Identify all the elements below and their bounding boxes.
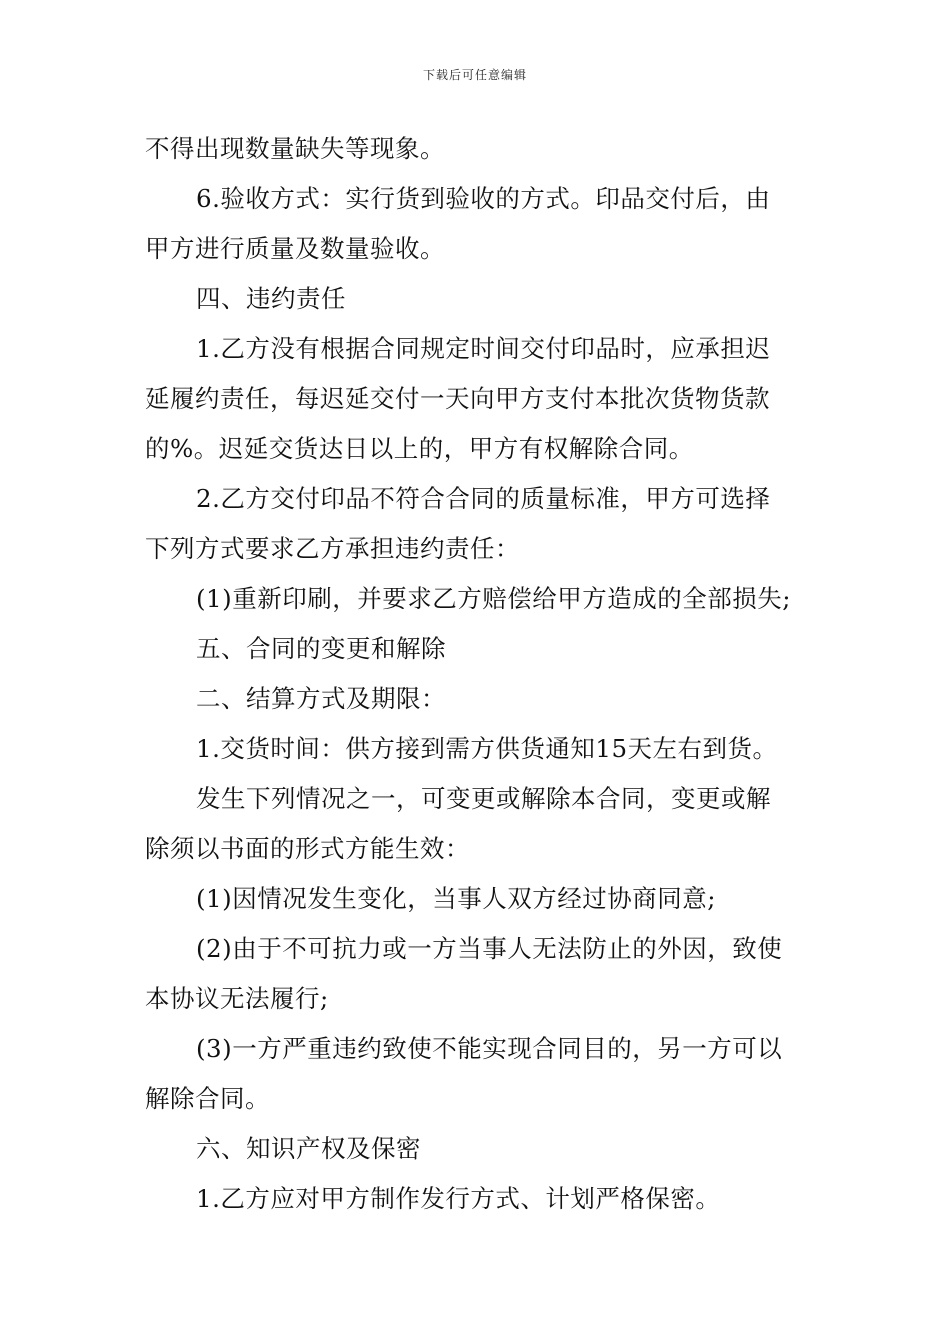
text-line-5: 1.乙方没有根据合同规定时间交付印品时，应承担迟 (196, 334, 771, 363)
text-line-2: 6.验收方式：实行货到验收的方式。印品交付后，由 (196, 184, 771, 213)
text-line-19: (3)一方严重违约致使不能实现合同目的，另一方可以 (196, 1034, 783, 1063)
text-line-15: 除须以书面的形式方能生效： (145, 834, 470, 863)
text-line-18: 本协议无法履行; (145, 984, 329, 1013)
section-heading-ip-confidentiality: 六、知识产权及保密 (196, 1134, 421, 1163)
text-line-9: 下列方式要求乙方承担违约责任： (145, 534, 520, 563)
section-heading-contract-change: 五、合同的变更和解除 (196, 634, 446, 663)
text-line-17: (2)由于不可抗力或一方当事人无法防止的外因，致使 (196, 934, 783, 963)
text-line-14: 发生下列情况之一，可变更或解除本合同，变更或解 (196, 784, 771, 813)
text-line-6: 延履约责任，每迟延交付一天向甲方支付本批次货物货款 (145, 384, 770, 413)
text-line-1: 不得出现数量缺失等现象。 (145, 134, 445, 163)
text-line-10: (1)重新印刷，并要求乙方赔偿给甲方造成的全部损失; (196, 584, 791, 613)
text-line-16: (1)因情况发生变化，当事人双方经过协商同意; (196, 884, 716, 913)
section-heading-settlement: 二、结算方式及期限： (196, 684, 446, 713)
page-header: 下载后可任意编辑 (422, 68, 527, 82)
text-line-3: 甲方进行质量及数量验收。 (145, 234, 445, 263)
section-heading-breach-liability: 四、违约责任 (196, 284, 346, 313)
text-line-20: 解除合同。 (145, 1084, 270, 1113)
text-line-7: 的%。迟延交货达日以上的，甲方有权解除合同。 (145, 434, 694, 463)
text-line-22: 1.乙方应对甲方制作发行方式、计划严格保密。 (196, 1184, 721, 1213)
text-line-8: 2.乙方交付印品不符合合同的质量标准，甲方可选择 (196, 484, 771, 513)
text-line-13: 1.交货时间：供方接到需方供货通知15天左右到货。 (196, 734, 778, 763)
